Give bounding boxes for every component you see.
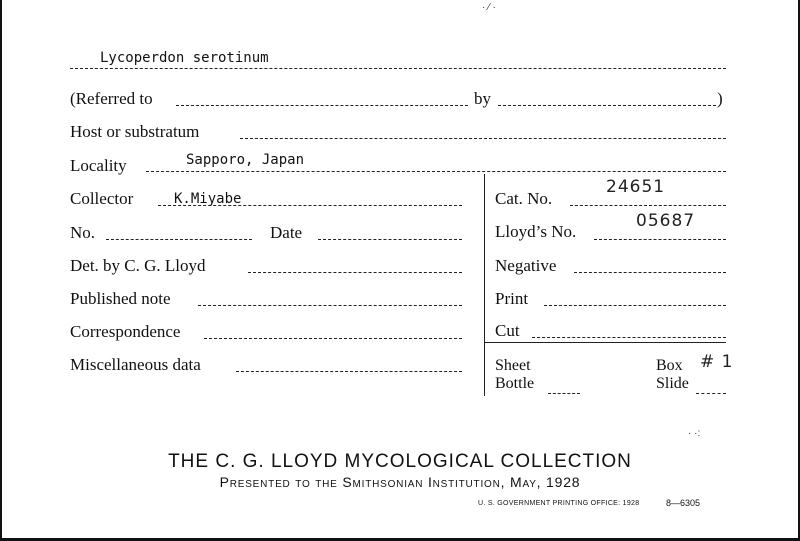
locality-value: Sapporo, Japan — [186, 152, 305, 168]
cut-label: Cut — [495, 321, 520, 340]
collector-value: K.Miyabe — [174, 191, 242, 207]
host-line — [240, 138, 726, 139]
published-note-label: Published note — [70, 289, 171, 308]
by-line — [498, 105, 716, 106]
correspondence-label: Correspondence — [70, 322, 181, 341]
referred-close-paren: ) — [717, 89, 723, 108]
collector-line — [158, 205, 462, 206]
sheet-label: Sheet — [495, 357, 531, 374]
slide-line — [696, 393, 726, 394]
determined-by-label: Det. by C. G. Lloyd — [70, 256, 206, 275]
miscellaneous-data-label: Miscellaneous data — [70, 355, 201, 374]
date-line — [318, 239, 462, 240]
collection-title: THE C. G. LLOYD MYCOLOGICAL COLLECTION — [168, 451, 632, 472]
referred-to-label: (Referred to — [70, 89, 153, 108]
catalog-number-label: Cat. No. — [495, 189, 553, 208]
catalog-box-left-border — [484, 174, 485, 396]
print-line — [544, 305, 726, 306]
box-number-value: # 1 — [700, 352, 734, 372]
scan-speck: · ⁄ · — [482, 2, 496, 13]
bottle-label: Bottle — [495, 375, 535, 392]
locality-line — [146, 171, 726, 172]
scan-speck: · ·: — [688, 428, 701, 439]
catalog-box-divider — [484, 342, 726, 343]
correspondence-line — [204, 338, 462, 339]
catalog-number-value: 24651 — [606, 177, 666, 197]
lloyds-number-label: Lloyd’s No. — [495, 222, 577, 241]
specimen-name-line — [70, 68, 726, 69]
negative-label: Negative — [495, 256, 557, 275]
slide-label: Slide — [656, 375, 689, 392]
negative-line — [574, 272, 726, 273]
cut-line — [532, 337, 726, 338]
bottle-line — [548, 393, 580, 394]
specimen-name: Lycoperdon serotinum — [100, 50, 269, 66]
published-note-line — [198, 305, 462, 306]
referred-to-line — [176, 105, 468, 106]
miscellaneous-data-line — [236, 371, 462, 372]
box-label: Box — [656, 357, 683, 374]
printing-office-note: U. S. GOVERNMENT PRINTING OFFICE: 1928 — [478, 500, 640, 507]
print-label: Print — [495, 289, 529, 308]
host-label: Host or substratum — [70, 122, 200, 141]
by-label: by — [474, 89, 491, 108]
date-label: Date — [270, 223, 303, 242]
number-label: No. — [70, 223, 96, 242]
collector-label: Collector — [70, 189, 134, 208]
collection-subtitle: Presented to the Smithsonian Institution, May, 1928 — [219, 474, 581, 490]
catalog-number-line — [570, 205, 726, 206]
lloyds-number-line — [594, 239, 726, 240]
form-number: 8—6305 — [666, 498, 701, 508]
lloyds-number-value: 05687 — [636, 211, 696, 231]
number-line — [106, 239, 252, 240]
determined-by-line — [248, 272, 462, 273]
locality-label: Locality — [70, 156, 127, 175]
